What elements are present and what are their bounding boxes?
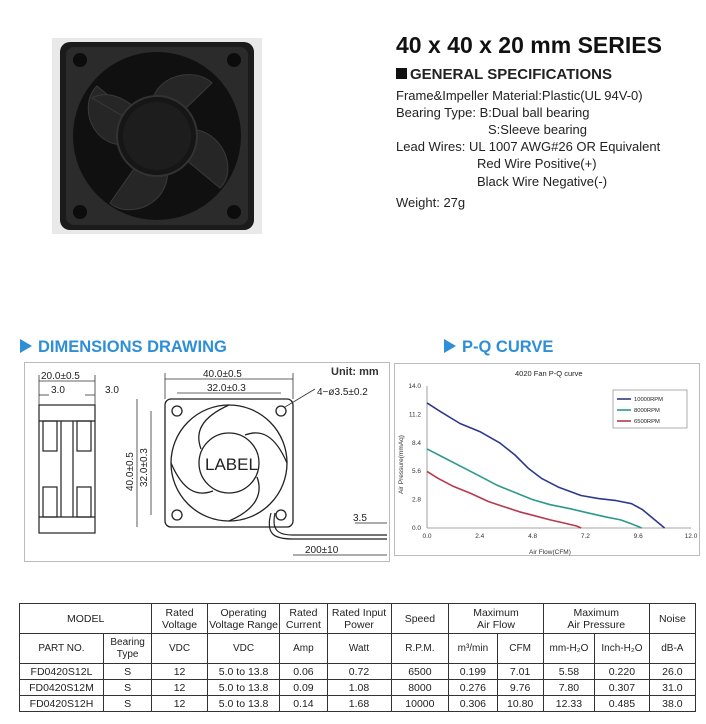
- table-subheader-cell: mm-H₂O: [543, 634, 594, 664]
- general-specs-heading-text: GENERAL SPECIFICATIONS: [410, 66, 612, 83]
- table-subheader-cell: R.P.M.: [391, 634, 449, 664]
- table-cell: 0.485: [595, 696, 650, 712]
- dim-lead-length: 200±10: [305, 545, 339, 556]
- table-subheader-cell: PART NO.: [20, 634, 104, 664]
- y-tick-label: 2.8: [411, 496, 421, 504]
- table-cell: 0.14: [280, 696, 327, 712]
- table-header-cell: Rated Input Power: [327, 604, 391, 634]
- square-bullet-icon: [396, 68, 407, 79]
- series-title: 40 x 40 x 20 mm SERIES: [396, 32, 662, 58]
- table-cell: 1.08: [327, 680, 391, 696]
- x-tick-label: 2.4: [475, 533, 485, 540]
- table-subheader-cell: VDC: [207, 634, 279, 664]
- spec-line-red-wire: Red Wire Positive(+): [477, 156, 597, 171]
- y-tick-label: 5.6: [411, 468, 421, 476]
- table-subheader-cell: dB-A: [649, 634, 695, 664]
- chart-title: 4020 Fan P-Q curve: [515, 369, 583, 378]
- table-row: [20, 696, 696, 712]
- table-cell: 31.0: [649, 680, 695, 696]
- table-subheader-cell: Amp: [280, 634, 327, 664]
- spec-line-weight: Weight: 27g: [396, 195, 466, 210]
- dim-depth: 20.0±0.5: [41, 371, 80, 382]
- table-cell: 10.80: [497, 696, 543, 712]
- dim-depth-right: 3.0: [105, 385, 119, 396]
- dim-height-outer: 40.0±0.5: [125, 452, 136, 491]
- table-subheader-cell: Bearing Type: [103, 634, 151, 664]
- table-cell: 6500: [391, 664, 449, 680]
- x-tick-label: 9.6: [633, 533, 643, 540]
- dim-label-text: LABEL: [205, 455, 258, 474]
- x-tick-label: 0.0: [422, 533, 432, 540]
- table-cell: 0.306: [449, 696, 497, 712]
- table-cell: 12.33: [543, 696, 594, 712]
- spec-table: [19, 603, 696, 712]
- pq-chart: [394, 363, 700, 556]
- spec-line-material: Frame&Impeller Material:Plastic(UL 94V-0): [396, 88, 643, 103]
- table-subheader-cell: VDC: [152, 634, 208, 664]
- pq-heading-text: P-Q CURVE: [462, 338, 554, 356]
- pq-heading: [444, 338, 553, 357]
- table-cell: 12: [152, 680, 208, 696]
- y-tick-label: 11.2: [408, 411, 421, 419]
- table-cell: 7.80: [543, 680, 594, 696]
- pq-chart-svg: [395, 364, 701, 557]
- table-cell: 5.0 to 13.8: [207, 696, 279, 712]
- dimensions-heading-text: DIMENSIONS DRAWING: [38, 338, 227, 356]
- dimensions-drawing-svg: [25, 363, 391, 563]
- triangle-bullet-icon: [20, 339, 32, 353]
- table-cell: FD0420S12M: [20, 680, 104, 696]
- table-row: [20, 680, 696, 696]
- table-cell: 0.09: [280, 680, 327, 696]
- series-line-6500RPM: [427, 471, 581, 528]
- y-tick-label: 14.0: [408, 383, 421, 390]
- x-tick-label: 7.2: [580, 533, 590, 540]
- legend-label: 6500RPM: [634, 419, 660, 425]
- table-cell: 5.0 to 13.8: [207, 680, 279, 696]
- dimensions-heading: [20, 338, 227, 357]
- spec-line-bearing: Bearing Type: B:Dual ball bearing: [396, 105, 590, 120]
- x-tick-label: 12.0: [684, 533, 698, 540]
- spec-line-lead-wires: Lead Wires: UL 1007 AWG#26 OR Equivalent: [396, 139, 661, 154]
- triangle-bullet-icon: [444, 339, 456, 353]
- table-cell: S: [103, 680, 151, 696]
- table-cell: 0.220: [595, 664, 650, 680]
- dim-width-hole: 32.0±0.3: [207, 383, 246, 394]
- table-header-row: [20, 604, 696, 634]
- spec-line-bearing-sleeve: S:Sleeve bearing: [488, 122, 588, 137]
- table-subheader-cell: Watt: [327, 634, 391, 664]
- table-header-cell: Speed: [391, 604, 449, 634]
- table-cell: 0.06: [280, 664, 327, 680]
- table-cell: 5.0 to 13.8: [207, 664, 279, 680]
- table-subheader-row: [20, 634, 696, 664]
- dim-unit-label: Unit: mm: [331, 366, 379, 378]
- dimensions-drawing: [24, 362, 390, 562]
- table-cell: 5.58: [543, 664, 594, 680]
- table-cell: 38.0: [649, 696, 695, 712]
- y-tick-label: 8.4: [411, 439, 421, 447]
- legend-label: 10000RPM: [634, 397, 664, 403]
- table-cell: S: [103, 664, 151, 680]
- table-subheader-cell: Inch-H₂O: [595, 634, 650, 664]
- table-cell: 1.68: [327, 696, 391, 712]
- table-cell: 12: [152, 696, 208, 712]
- table-header-cell: Noise: [649, 604, 695, 634]
- y-axis-label: Air Pressure(mmAq): [398, 435, 405, 494]
- table-cell: 8000: [391, 680, 449, 696]
- table-cell: 26.0: [649, 664, 695, 680]
- table-header-cell: Maximum Air Flow: [449, 604, 543, 634]
- dim-height-hole: 32.0±0.3: [139, 448, 150, 487]
- table-cell: FD0420S12L: [20, 664, 104, 680]
- table-cell: 7.01: [497, 664, 543, 680]
- general-specs-heading: [396, 66, 612, 83]
- dim-depth-left: 3.0: [51, 385, 65, 396]
- table-header-cell: Rated Voltage: [152, 604, 208, 634]
- table-cell: S: [103, 696, 151, 712]
- table-header-cell: Operating Voltage Range: [207, 604, 279, 634]
- table-subheader-cell: CFM: [497, 634, 543, 664]
- table-cell: FD0420S12H: [20, 696, 104, 712]
- table-cell: 0.199: [449, 664, 497, 680]
- x-axis-label: Air Flow(CFM): [529, 549, 571, 556]
- legend-label: 8000RPM: [634, 408, 660, 414]
- table-cell: 0.72: [327, 664, 391, 680]
- y-tick-label: 0.0: [411, 525, 421, 532]
- dim-width-outer: 40.0±0.5: [203, 369, 242, 380]
- x-tick-label: 4.8: [528, 533, 538, 540]
- table-cell: 0.276: [449, 680, 497, 696]
- dim-strip: 3.5: [353, 513, 367, 524]
- table-header-cell: MODEL: [20, 604, 152, 634]
- table-cell: 12: [152, 664, 208, 680]
- dim-hole: 4−ø3.5±0.2: [317, 387, 368, 398]
- table-header-cell: Rated Current: [280, 604, 327, 634]
- table-cell: 9.76: [497, 680, 543, 696]
- table-cell: 10000: [391, 696, 449, 712]
- spec-line-black-wire: Black Wire Negative(-): [477, 174, 608, 189]
- cooling-fan-icon: [52, 38, 262, 234]
- table-cell: 0.307: [595, 680, 650, 696]
- fan-photo: [52, 38, 262, 234]
- table-subheader-cell: m³/min: [449, 634, 497, 664]
- table-row: [20, 664, 696, 680]
- table-header-cell: Maximum Air Pressure: [543, 604, 649, 634]
